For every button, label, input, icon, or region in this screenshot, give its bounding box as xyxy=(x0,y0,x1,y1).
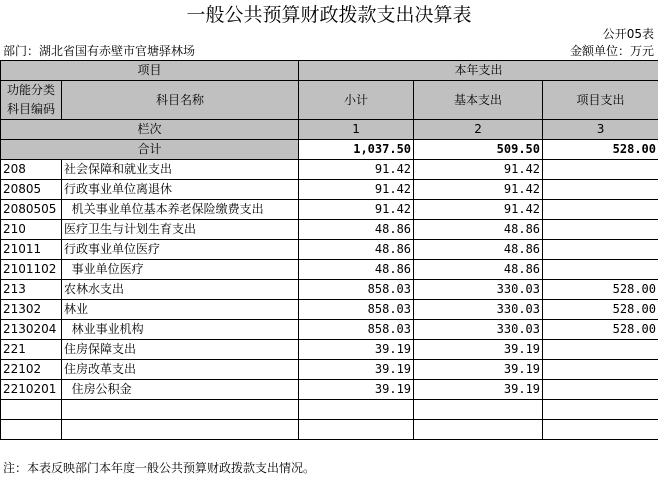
table-row xyxy=(1,340,658,360)
row-name: 林业事业机构 xyxy=(62,320,299,340)
table-row xyxy=(1,260,658,280)
row-name: 住房改革支出 xyxy=(62,360,299,380)
row-subtotal: 39.19 xyxy=(299,380,414,400)
row-project xyxy=(543,200,658,220)
table-row xyxy=(1,280,658,300)
row-project xyxy=(543,360,658,380)
row-name: 林业 xyxy=(62,300,299,320)
row-code: 213 xyxy=(1,280,62,300)
row-basic: 330.03 xyxy=(414,280,543,300)
row-project: 528.00 xyxy=(543,280,658,300)
header-col1: 1 xyxy=(299,120,414,140)
row-project xyxy=(543,260,658,280)
row-code: 21302 xyxy=(1,300,62,320)
table-row xyxy=(1,320,658,340)
footnote: 注：本表反映部门本年度一般公共预算财政拨款支出情况。 xyxy=(3,461,316,475)
header-row-1 xyxy=(1,61,658,81)
row-name: 行政事业单位离退休 xyxy=(62,180,299,200)
row-subtotal: 91.42 xyxy=(299,180,414,200)
row-subtotal xyxy=(299,400,414,420)
total-label: 合计 xyxy=(1,140,299,160)
table-row xyxy=(1,240,658,260)
row-subtotal: 91.42 xyxy=(299,160,414,180)
row-code: 21011 xyxy=(1,240,62,260)
row-basic: 330.03 xyxy=(414,300,543,320)
row-name: 行政事业单位医疗 xyxy=(62,240,299,260)
row-code: 2210201 xyxy=(1,380,62,400)
row-name: 社会保障和就业支出 xyxy=(62,160,299,180)
table-row xyxy=(1,360,658,380)
row-code: 2080505 xyxy=(1,200,62,220)
header-subject-name: 科目名称 xyxy=(62,81,299,120)
header-project-exp: 项目支出 xyxy=(543,81,658,120)
table-row xyxy=(1,220,658,240)
row-subtotal: 39.19 xyxy=(299,360,414,380)
row-code xyxy=(1,420,62,440)
row-basic: 48.86 xyxy=(414,260,543,280)
row-project xyxy=(543,420,658,440)
expenditure-table xyxy=(0,60,658,440)
total-subtotal: 1,037.50 xyxy=(299,140,414,160)
unit-label: 金额单位：万元 xyxy=(569,44,654,58)
row-code: 2101102 xyxy=(1,260,62,280)
row-code: 221 xyxy=(1,340,62,360)
header-row-2 xyxy=(1,81,658,120)
row-basic: 48.86 xyxy=(414,220,543,240)
row-basic: 91.42 xyxy=(414,180,543,200)
row-subtotal: 858.03 xyxy=(299,300,414,320)
row-subtotal xyxy=(299,420,414,440)
row-subtotal: 48.86 xyxy=(299,260,414,280)
row-subtotal: 91.42 xyxy=(299,200,414,220)
row-name: 事业单位医疗 xyxy=(62,260,299,280)
row-code: 22102 xyxy=(1,360,62,380)
row-project: 528.00 xyxy=(543,320,658,340)
row-code: 20805 xyxy=(1,180,62,200)
row-name xyxy=(62,400,299,420)
row-basic: 48.86 xyxy=(414,240,543,260)
row-name xyxy=(62,420,299,440)
row-subtotal: 858.03 xyxy=(299,280,414,300)
row-basic: 39.19 xyxy=(414,340,543,360)
header-subtotal: 小计 xyxy=(299,81,414,120)
header-col3: 3 xyxy=(543,120,658,140)
table-row xyxy=(1,160,658,180)
table-row xyxy=(1,200,658,220)
total-basic: 509.50 xyxy=(414,140,543,160)
header-func-code: 功能分类 科目编码 xyxy=(1,81,62,120)
row-project xyxy=(543,180,658,200)
row-subtotal: 48.86 xyxy=(299,220,414,240)
header-current-year: 本年支出 xyxy=(299,61,658,81)
department-label: 部门：湖北省国有赤壁市官塘驿林场 xyxy=(3,44,196,58)
row-name: 住房公积金 xyxy=(62,380,299,400)
row-basic: 39.19 xyxy=(414,360,543,380)
row-name: 医疗卫生与计划生育支出 xyxy=(62,220,299,240)
row-project xyxy=(543,380,658,400)
row-name: 农林水支出 xyxy=(62,280,299,300)
row-name: 住房保障支出 xyxy=(62,340,299,360)
row-code: 210 xyxy=(1,220,62,240)
row-basic xyxy=(414,420,543,440)
row-code: 208 xyxy=(1,160,62,180)
row-basic: 39.19 xyxy=(414,380,543,400)
header-col2: 2 xyxy=(414,120,543,140)
row-subtotal: 39.19 xyxy=(299,340,414,360)
row-subtotal: 48.86 xyxy=(299,240,414,260)
row-project xyxy=(543,340,658,360)
header-basic: 基本支出 xyxy=(414,81,543,120)
row-project xyxy=(543,160,658,180)
report-title: 一般公共预算财政拨款支出决算表 xyxy=(186,4,472,26)
row-basic: 91.42 xyxy=(414,200,543,220)
total-row xyxy=(1,140,658,160)
row-basic: 330.03 xyxy=(414,320,543,340)
row-project: 528.00 xyxy=(543,300,658,320)
row-project xyxy=(543,220,658,240)
form-code: 公开05表 xyxy=(602,27,654,41)
header-column-index: 栏次 xyxy=(1,120,299,140)
table-row xyxy=(1,380,658,400)
row-project xyxy=(543,240,658,260)
table-row xyxy=(1,300,658,320)
row-code xyxy=(1,400,62,420)
row-subtotal: 858.03 xyxy=(299,320,414,340)
header-project: 项目 xyxy=(1,61,299,81)
row-name: 机关事业单位基本养老保险缴费支出 xyxy=(62,200,299,220)
row-project xyxy=(543,400,658,420)
table-row xyxy=(1,180,658,200)
header-row-index xyxy=(1,120,658,140)
row-code: 2130204 xyxy=(1,320,62,340)
table-row xyxy=(1,400,658,420)
table-row xyxy=(1,420,658,440)
row-basic: 91.42 xyxy=(414,160,543,180)
total-project: 528.00 xyxy=(543,140,658,160)
row-basic xyxy=(414,400,543,420)
